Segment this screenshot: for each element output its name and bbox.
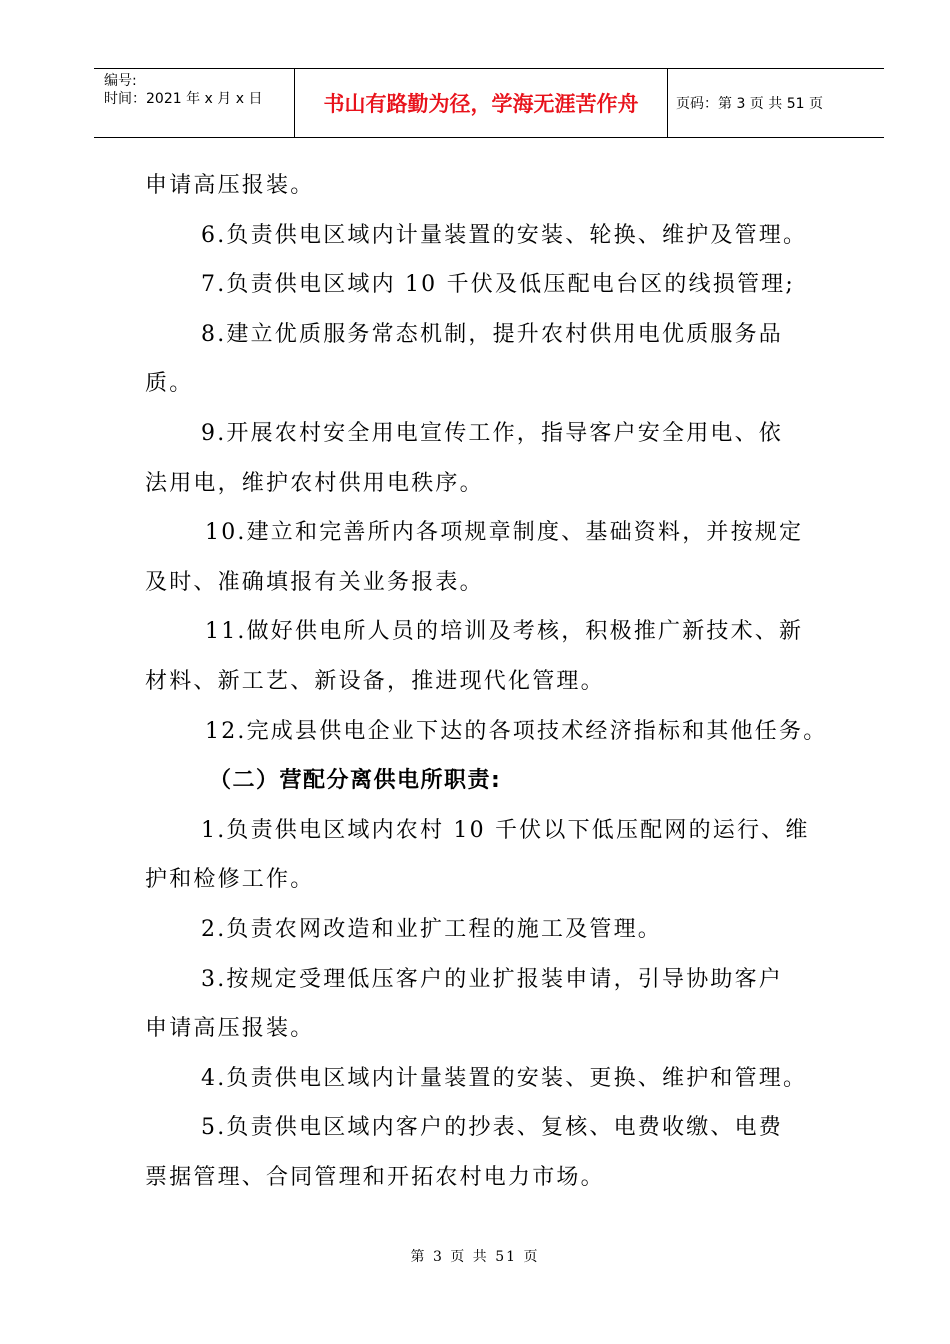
body-line: 票据管理、合同管理和开拓农村电力市场。 [145, 1164, 605, 1190]
page-footer: 第 3 页 共 51 页 [410, 1249, 540, 1265]
body-line: 1.负责供电区域内农村 10 千伏以下低压配网的运行、维 [201, 817, 810, 843]
body-line: 6.负责供电区域内计量装置的安装、轮换、维护及管理。 [201, 222, 808, 248]
body-line: 12.完成县供电企业下达的各项技术经济指标和其他任务。 [205, 718, 828, 744]
body-line: 10.建立和完善所内各项规章制度、基础资料，并按规定 [205, 520, 804, 546]
header-motto: 书山有路勤为径，学海无涯苦作舟 [295, 69, 668, 137]
body-line: 及时、准确填报有关业务报表。 [145, 569, 484, 595]
body-line: 法用电，维护农村供用电秩序。 [145, 470, 484, 496]
time-label: 时间：2021 年 x 月 x 日 [104, 91, 263, 107]
header-page-info: 页码：第 3 页 共 51 页 [676, 96, 823, 112]
body-line: 3.按规定受理低压客户的业扩报装申请，引导协助客户 [201, 966, 783, 992]
body-line: 7.负责供电区域内 10 千伏及低压配电台区的线损管理; [201, 272, 795, 298]
body-line: 质。 [145, 371, 194, 397]
body-line: 2.负责农网改造和业扩工程的施工及管理。 [201, 916, 662, 942]
body-line: 9.开展农村安全用电宣传工作，指导客户安全用电、依 [201, 420, 783, 446]
header-meta-cell [94, 69, 295, 137]
document-header [94, 68, 884, 138]
body-line: 申请高压报装。 [145, 1016, 315, 1042]
body-line: 申请高压报装。 [145, 173, 315, 198]
body-line: 护和检修工作。 [145, 867, 315, 893]
body-line: 11.做好供电所人员的培训及考核，积极推广新技术、新 [205, 619, 804, 645]
body-line: 8.建立优质服务常态机制，提升农村供用电优质服务品 [201, 321, 783, 347]
number-label: 编号: [104, 73, 137, 89]
body-line: 5.负责供电区域内客户的抄表、复核、电费收缴、电费 [201, 1115, 783, 1141]
body-line: 4.负责供电区域内计量装置的安装、更换、维护和管理。 [201, 1065, 808, 1091]
section-heading: （二）营配分离供电所职责: [209, 768, 502, 794]
body-line: 材料、新工艺、新设备，推进现代化管理。 [145, 668, 605, 694]
document-body [145, 161, 845, 1202]
